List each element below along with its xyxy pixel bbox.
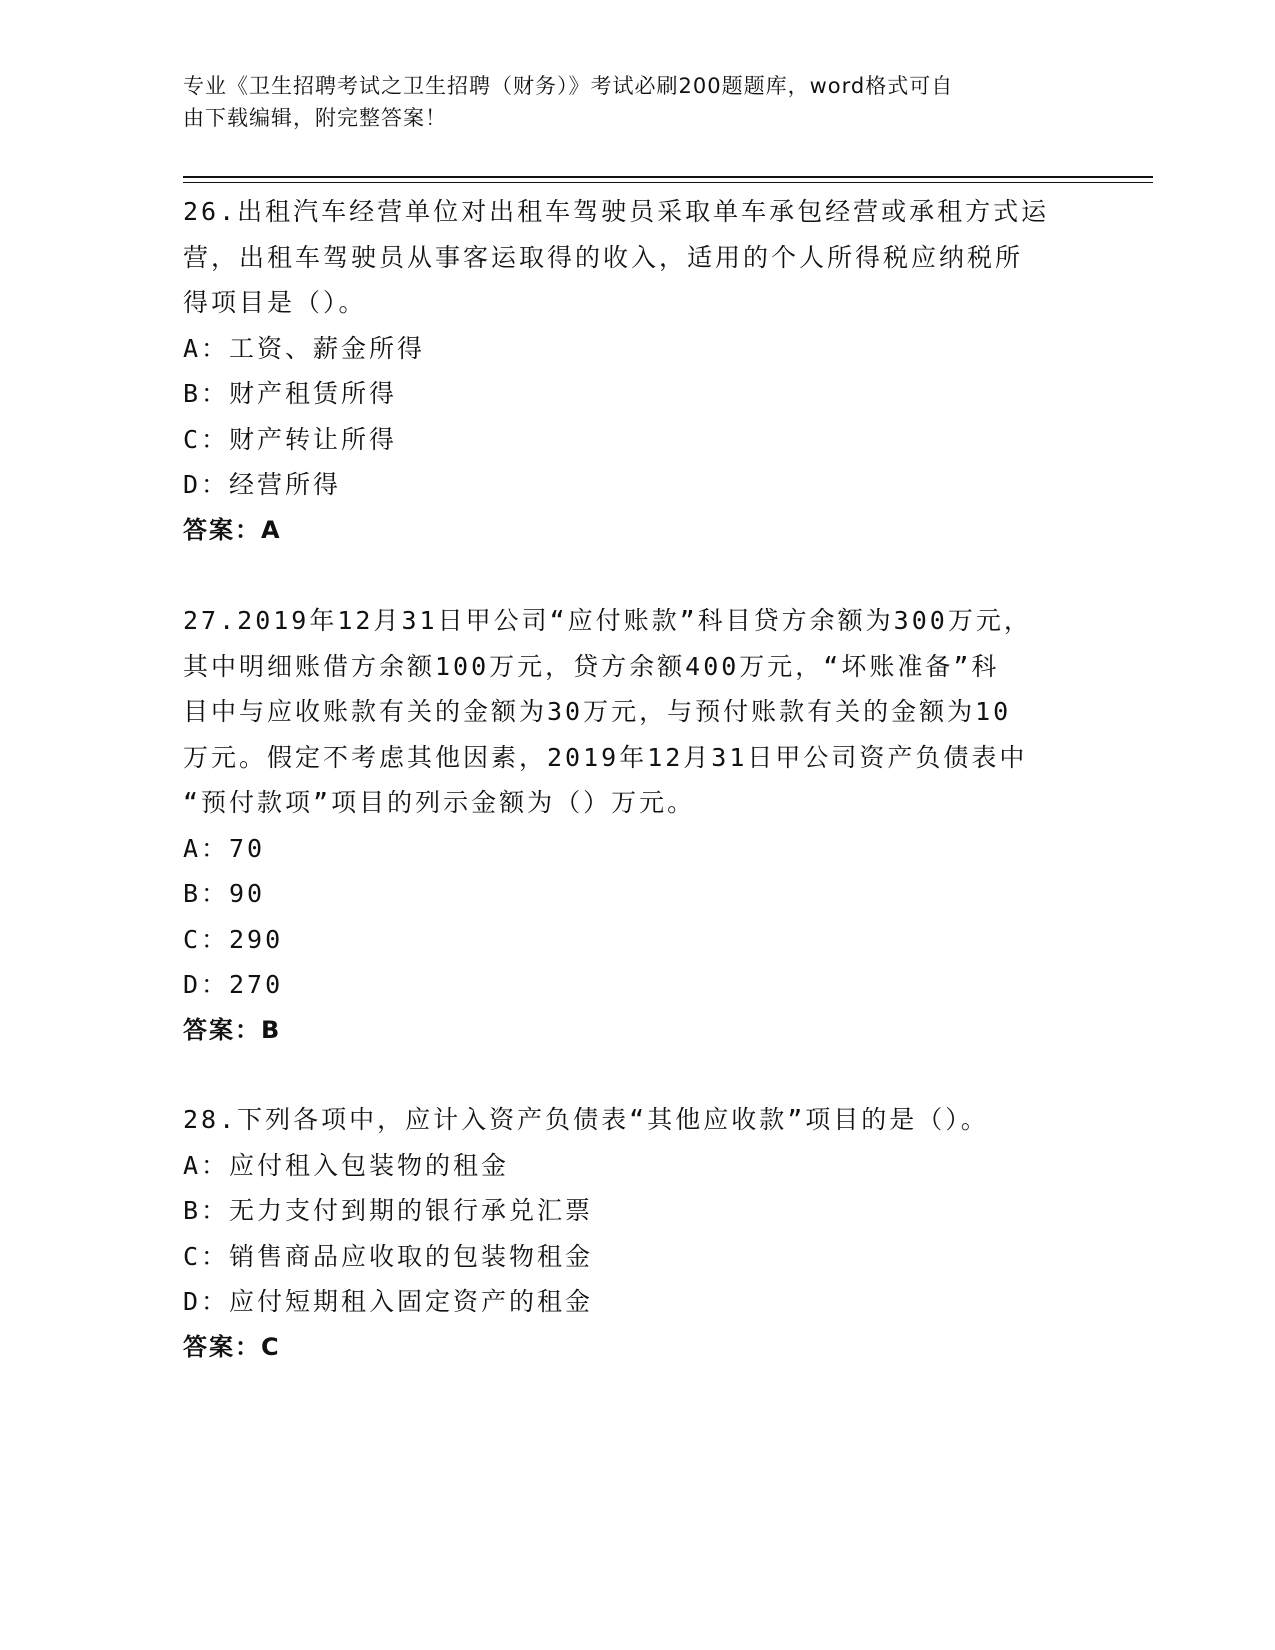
question-stem [183,598,1083,826]
option-letter: C： [183,924,230,954]
header-divider-thick [183,176,1153,178]
option-text: 应付短期租入固定资产的租金 [229,1287,594,1316]
option-text: 财产转让所得 [229,424,398,454]
option-text: 290 [229,924,284,954]
option-text: 财产租赁所得 [229,379,398,408]
option-b [183,871,1083,917]
option-a [183,826,1083,872]
option-text: 无力支付到期的银行承兑汇票 [229,1196,594,1225]
option-b [183,371,1083,417]
stem-line: 26.出租汽车经营单位对出租车驾驶员采取单车承包经营或承租方式运 [183,197,1050,226]
option-text: 经营所得 [229,470,342,499]
option-d [183,962,1083,1008]
option-text: 工资、薪金所得 [229,333,426,363]
stem-line: 目中与应收账款有关的金额为30万元，与预付账款有关的金额为10 [183,697,1012,726]
option-letter: C： [183,1241,230,1271]
stem-line: 营，出租车驾驶员从事客运取得的收入，适用的个人所得税应纳税所 [183,242,1024,272]
answer-line: 答案：A [183,515,282,544]
option-d [183,462,1083,508]
option-text: 70 [229,833,266,863]
option-a [183,1143,1083,1189]
option-letter: D： [183,470,230,499]
question-27 [183,598,1083,1053]
option-letter: B： [183,379,230,408]
option-letter: A： [183,333,230,363]
option-c [183,1234,1083,1280]
question-stem [183,1097,1083,1143]
question-28 [183,1097,1083,1370]
question-stem [183,189,1083,326]
option-b [183,1188,1083,1234]
option-letter: C： [183,424,230,454]
option-a [183,326,1083,372]
option-letter: B： [183,879,230,908]
option-d [183,1279,1083,1325]
intro-line-1: 专业《卫生招聘考试之卫生招聘（财务）》考试必刷200题题库，word格式可自 [183,74,954,98]
answer-line: 答案：B [183,1015,282,1044]
stem-line: 28.下列各项中，应计入资产负债表“其他应收款”项目的是（）。 [183,1105,989,1134]
option-text: 270 [229,970,284,999]
option-letter: A： [183,833,230,863]
answer-line: 答案：C [183,1332,281,1361]
stem-line: 27.2019年12月31日甲公司“应付账款”科目贷方余额为300万元， [183,606,1032,635]
stem-line: 得项目是（）。 [183,288,367,317]
stem-line: 万元。假定不考虑其他因素，2019年12月31日甲公司资产负债表中 [183,742,1028,772]
option-letter: B： [183,1196,230,1225]
intro-line-2: 由下载编辑，附完整答案！ [183,106,447,130]
option-text: 应付租入包装物的租金 [229,1150,510,1180]
option-text: 销售商品应收取的包装物租金 [229,1241,594,1271]
option-letter: A： [183,1150,230,1180]
question-26 [183,189,1083,553]
stem-line: “预付款项”项目的列示金额为（）万元。 [183,788,696,817]
option-c [183,417,1083,463]
header-divider-thin [183,182,1153,183]
option-letter: D： [183,1287,230,1316]
option-letter: D： [183,970,230,999]
stem-line: 其中明细账借方余额100万元，贷方余额400万元，“坏账准备”科 [183,651,1000,681]
option-c [183,917,1083,963]
option-text: 90 [229,879,266,908]
document-intro [183,70,1063,134]
